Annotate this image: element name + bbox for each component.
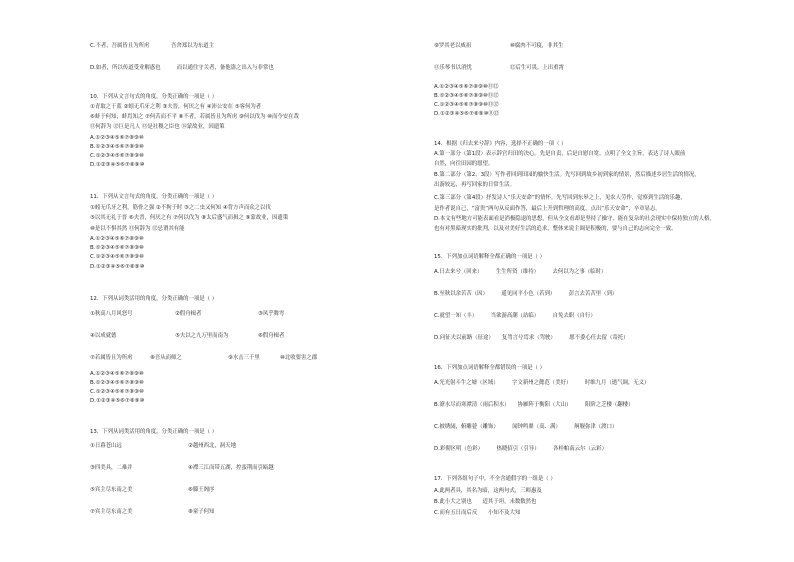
question-12-item: ⑨水击三千里 — [228, 355, 260, 361]
question-12-item: ⑧吾从而师之 — [150, 355, 182, 361]
question-10-option-b[interactable]: B.①②③④⑤⑥⑦⑧⑨⑩ — [90, 144, 144, 150]
question-17-stem: 17．下列各组句子中，不全含通假字的一组是（ ） — [434, 476, 556, 482]
question-13-item: ③四美具，二难并 — [90, 465, 133, 471]
question-10-option-a[interactable]: A.①②③④⑤⑥⑦⑧⑨⑩ — [90, 135, 144, 141]
question-13-option-a[interactable]: A.①②③④⑤⑥⑦⑧⑨⑩⑪⑫ — [434, 84, 499, 90]
question-9-option-d[interactable]: D.如者，所以传道受业解惑也 而以通往守关者，备他盗之出入与非常也 — [90, 65, 274, 71]
question-16-option-a[interactable]: A.光光射斗牛之墟（区域） 字文新州之懿范（美好） 时维九月（逝气调，无义） — [434, 380, 650, 386]
question-16-stem: 16．下列加点词语解释全都错误的一项是（ ） — [434, 365, 545, 371]
question-13-item: ②越州西北，洞天地 — [188, 443, 236, 449]
question-13-item: ⑦宾主尽东南之美 — [90, 509, 133, 515]
question-10-item-row: ⑪何辞为 ⑫巨是凡人 ⑬是社稷之臣也 ⑭蒙故业，因遗策 — [90, 124, 225, 130]
question-13-item: ⑤宾主尽东南之美 — [90, 487, 133, 493]
question-10-option-c[interactable]: C.①②③④⑤⑥⑦⑧⑨⑩ — [90, 153, 144, 159]
question-12-item: ④以成就德 — [90, 333, 117, 339]
question-13-option-c[interactable]: C.①②③④⑤⑥⑦⑧⑨⑩⑪⑫ — [434, 102, 499, 108]
question-14-option-d-cont: 也有对黑暗现实的批判，以及对美好生活的追求，整体来说主调是积极的，要与自己的志向完全一致。 — [434, 226, 677, 232]
question-13-item: ⑥滕王阁序 — [188, 487, 215, 493]
question-11-item-row: ⑤以其无礼于晋 ⑥夫晋，何厌之有 ⑦何以伐为 ⑧太后盛气而揖之 ⑨蒙故业，因遗策 — [90, 215, 289, 221]
question-11-option-c[interactable]: C.①②③④⑤⑥⑦⑧⑨⑩ — [90, 254, 144, 260]
question-12-item: ⑥假舟楫者 — [258, 333, 285, 339]
question-11-option-b[interactable]: B.①②③④⑤⑥⑦⑧⑨⑩ — [90, 245, 144, 251]
question-15-option-a[interactable]: A.日去来兮（回来） 生生所资（维持） 去何以为之事（临时） — [434, 269, 607, 275]
question-9-option-c[interactable]: C.不者，吾属皆且为所虏 吾舍郑以为东道主 — [90, 43, 215, 49]
question-12-item: ①秋高八月风怒号 — [90, 311, 133, 317]
question-12-option-a[interactable]: A.①②③④⑤⑥⑦⑧⑨⑩ — [90, 371, 144, 377]
question-13-item: ④襟三江而带五湖，控蛮荆而引瓯越 — [188, 465, 274, 471]
question-12-option-d[interactable]: D.①②③④⑤⑥⑦⑧⑨⑩ — [90, 398, 145, 404]
question-10-item-row: ①青取之于蓝 ②蚓无爪牙之利 ③夫晋，何厌之有 ④沛公安在 ⑤客何为者 — [90, 104, 262, 110]
question-13-item: ⑧童子何知 — [188, 509, 215, 515]
question-12-item: ⑩北收要害之郡 — [280, 355, 318, 361]
question-14-stem: 14．根据《归去来兮辞》内容，选择不正确的一项（ ） — [434, 141, 567, 147]
question-15-stem: 15．下列加点词语解释全都正确的一项是（ ） — [434, 254, 545, 260]
question-13-option-b[interactable]: B.①②③④⑤⑥⑦⑧⑨⑩⑪⑫ — [434, 93, 499, 99]
question-13-item: ⑪乐琴书以消忧 — [434, 65, 472, 71]
question-13-item: ①日暮苍山远 — [90, 443, 122, 449]
question-17-option-a[interactable]: A.此两者具，其名为暗，这两句式，三师惠及 — [434, 488, 542, 494]
question-14-option-b-cont: 出游较远，再写回家的日常生活。 — [434, 182, 515, 188]
question-14-option-c-cont: 是作者说自己，“富贵”两句从反面作答，最后上升到哲理的高度，点出“乐天安命”，卒章显志。 — [434, 206, 661, 212]
question-10-option-d[interactable]: D.①②③④⑤⑥⑦⑧⑨⑩ — [90, 162, 145, 168]
question-13-item: ⑨罗其老以威祖 — [434, 43, 472, 49]
question-12-item: ②假舟楫者 — [175, 311, 202, 317]
question-12-option-c[interactable]: C.①②③④⑤⑥⑦⑧⑨⑩ — [90, 389, 144, 395]
question-12-item: ③风乎舞雩 — [258, 311, 285, 317]
question-13-item: ⑫后生可畏，上出重霄 — [510, 65, 564, 71]
question-15-option-b[interactable]: B.至秋以余苦苦（因） 遥见同平小色（若到） 彭言去苦苦里（到） — [434, 291, 618, 297]
question-10-item-row: ⑥蚌于何知，蚌焉知之 ⑦何苦而不平 ⑧不者，若属皆且为所虏 ⑨何以伐为 ⑩而今安在哉 — [90, 114, 299, 120]
question-16-option-d[interactable]: D.彩彻区明（色彩） 热晓招引（引导） 各桂帕南云尔（云彩） — [434, 446, 607, 452]
question-12-stem: 12．下列从词类活用的角度，分类正确的一项是（ ） — [90, 296, 218, 302]
question-12-item: ⑦若属皆且为所虏 — [90, 355, 133, 361]
question-13-item: ⑩腐肉不可寝，非其生 — [510, 43, 564, 49]
question-13-stem: 13．下列从词类活用的角度，分类正确的一项是（ ） — [90, 429, 218, 435]
question-14-option-c[interactable]: C.第三部分（第4段）抒发诗人“乐天安命”的情怀。先写回到东皋之上，见农人劳作，觉察到生活的乐趣， — [434, 195, 686, 201]
question-11-option-d[interactable]: D.①②③④⑤⑥⑦⑧⑨⑩ — [90, 264, 145, 270]
question-12-item: ⑤夫以之九万里而南为 — [175, 333, 229, 339]
question-10-stem: 10．下列从文言句式的角度，分类正确的一项是（ ） — [90, 94, 218, 100]
question-16-option-c[interactable]: C.披绣闼，俯雕甍（雕饰） 闻钟鸣鼎（高、满） 舸舰弥津（渡口） — [434, 424, 618, 430]
question-11-item-row: ⑩是以不惧其然 ⑪何辞为 ⑫忌谓其有能 — [90, 226, 185, 232]
question-14-option-a-cont: 自然，向往田园的愿望。 — [434, 161, 494, 167]
question-12-option-b[interactable]: B.①②③④⑤⑥⑦⑧⑨⑩ — [90, 380, 144, 386]
question-15-option-d[interactable]: D.问征夫以前路（征途） 复驾言兮焉求（驾驶） 愿不委心任去留（寄托） — [434, 335, 629, 341]
question-11-option-a[interactable]: A.①②③④⑤⑥⑦⑧⑨⑩ — [90, 236, 144, 242]
question-17-option-b[interactable]: B.此小大之别也 适其于坦，未数数然也 — [434, 499, 537, 505]
question-14-option-a[interactable]: A.第一部分（第1段）表示辞官归田的决心。先是自责，后是自慰自宽。点明了全文主旨，表达了诗人眼前 — [434, 151, 686, 157]
question-17-option-c[interactable]: C.而有五日而后反 小知不及大知 — [434, 510, 521, 516]
question-11-stem: 11．下列从文言句式的角度，分类正确的一项是（ ） — [90, 194, 218, 200]
question-14-option-b[interactable]: B.第二部分（第2、3段）写作者回到田园的愉快生活。先写回到故乡初到家的情景，然后描述乡居生活的情况， — [434, 172, 700, 178]
question-13-option-d[interactable]: D.①②③④⑤⑥⑦⑧⑨⑩⑪⑫ — [434, 111, 499, 117]
question-14-option-d[interactable]: D.本文有些地方可能表面看是消极隐退的思想，但从全文看却是坚持了操守，能在复杂的社会现实中保持独立的人格， — [434, 216, 715, 222]
question-16-option-b[interactable]: B.潦水尽而寒潭清（雨后积水） 协雁阵于衡阳（大山） 阻阶之乏楼（翻楼） — [434, 402, 634, 408]
question-15-option-c[interactable]: C.就望一知（丰） 当欲游高潮（站临） 自免去职（自行） — [434, 313, 596, 319]
question-11-item-row: ①蚓无爪牙之利，筋骨之强 ②不拘于时 ③之二虫又何知 ④背方声而众之以伐 — [90, 205, 271, 211]
